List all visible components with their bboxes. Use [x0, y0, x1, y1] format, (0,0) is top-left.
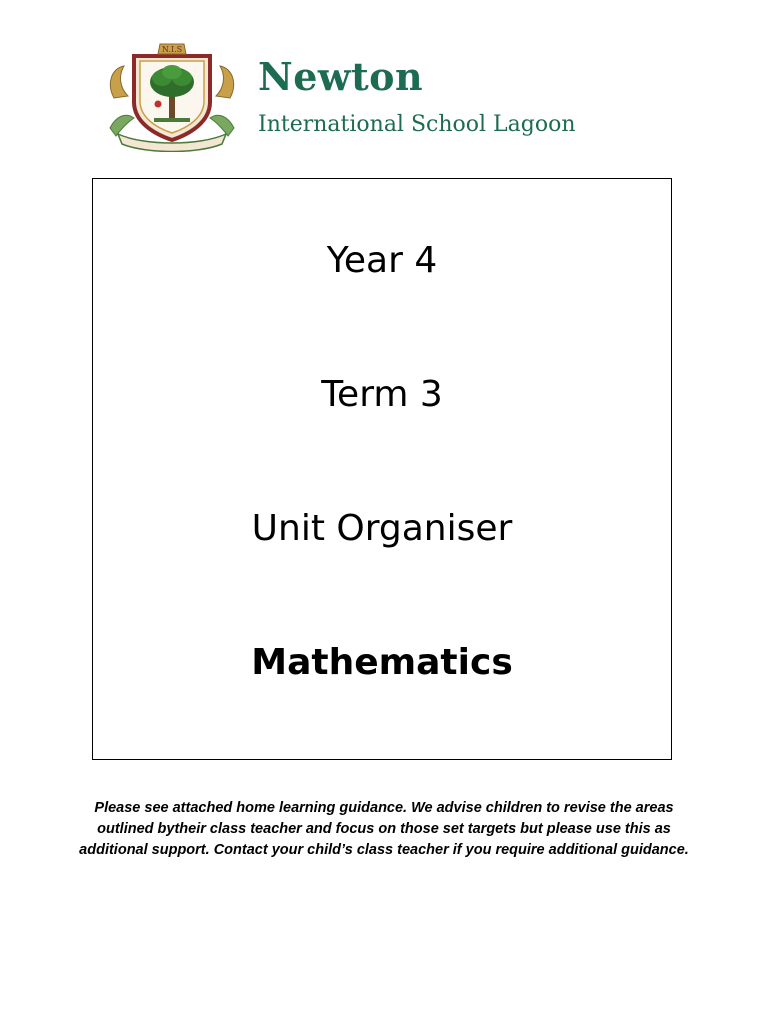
home-learning-guidance [60, 798, 708, 861]
cover-box [92, 178, 672, 760]
svg-text:N.I.S: N.I.S [161, 45, 183, 54]
school-crest-icon [104, 38, 240, 152]
subject-title: Mathematics [251, 642, 513, 683]
school-subtitle: International School Lagoon [258, 112, 576, 137]
school-name: Newton [258, 54, 424, 99]
school-header [0, 0, 768, 170]
document-type-label: Unit Organiser [251, 508, 513, 549]
guidance-line: outlined bytheir class teacher and focus on those set targets but please use this as [97, 821, 671, 837]
guidance-line: additional support. Contact your child’s class teacher if you require additional guidance. [79, 842, 689, 858]
term-label: Term 3 [321, 374, 443, 415]
year-label: Year 4 [326, 240, 438, 281]
guidance-line: Please see attached home learning guidance. We advise children to revise the areas [94, 800, 674, 816]
